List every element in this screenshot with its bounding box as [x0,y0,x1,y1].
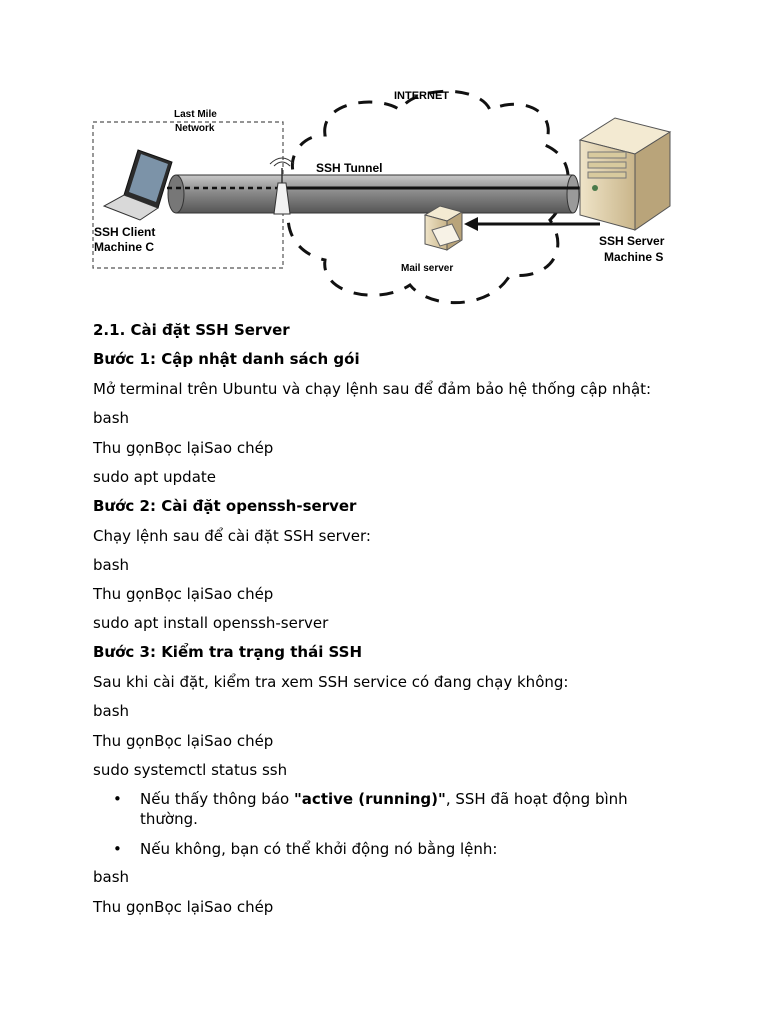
bullet-icon: • [113,840,122,858]
step3-actions[interactable]: Thu gọnBọc lạiSao chép [93,732,274,750]
bullet1-suffix: , SSH đã hoạt động bình thường. [140,790,628,828]
ssh-tunnel-diagram [80,80,700,310]
bullet-icon: • [113,790,122,808]
step3-intro: Sau khi cài đặt, kiểm tra xem SSH service có đang chạy không: [93,673,569,691]
section-title: 2.1. Cài đặt SSH Server [93,321,290,339]
bullet2-text: Nếu không, bạn có thể khởi động nó bằng lệnh: [140,840,498,858]
step2-command: sudo apt install openssh-server [93,614,329,632]
arrow-left-icon [464,217,478,231]
step3-lang: bash [93,702,130,720]
client-label-1: SSH Client [94,225,156,239]
client-label-2: Machine C [94,240,155,254]
list-item [113,839,673,859]
internet-label: INTERNET [394,90,449,102]
last-mile-label-1: Last Mile [174,109,217,120]
bullet1-bold: "active (running)" [293,790,446,808]
step1-heading: Bước 1: Cập nhật danh sách gói [93,350,360,368]
laptop-icon [104,150,172,220]
step1-intro: Mở terminal trên Ubuntu và chạy lệnh sau để đảm bảo hệ thống cập nhật: [93,380,652,398]
server-label-1: SSH Server [599,234,665,248]
list-item [113,789,673,829]
last-mile-label-2: Network [175,123,215,134]
step3-command: sudo systemctl status ssh [93,761,288,779]
step2-lang: bash [93,556,130,574]
step2-heading: Bước 2: Cài đặt openssh-server [93,497,357,515]
step3-lang2: bash [93,868,130,886]
step1-command: sudo apt update [93,468,217,486]
step1-actions[interactable]: Thu gọnBọc lạiSao chép [93,439,274,457]
step3-heading: Bước 3: Kiểm tra trạng thái SSH [93,643,363,661]
step1-lang: bash [93,409,130,427]
step3-actions2[interactable]: Thu gọnBọc lạiSao chép [93,898,274,916]
server-icon [580,118,670,230]
ssh-tunnel-tube [176,175,573,213]
step2-actions[interactable]: Thu gọnBọc lạiSao chép [93,585,274,603]
mail-server-icon [425,206,462,250]
bullet1-prefix: Nếu thấy thông báo [140,790,294,808]
step2-intro: Chạy lệnh sau để cài đặt SSH server: [93,527,371,545]
server-label-2: Machine S [604,250,664,264]
mail-server-label: Mail server [401,263,454,274]
tunnel-label: SSH Tunnel [316,161,383,175]
